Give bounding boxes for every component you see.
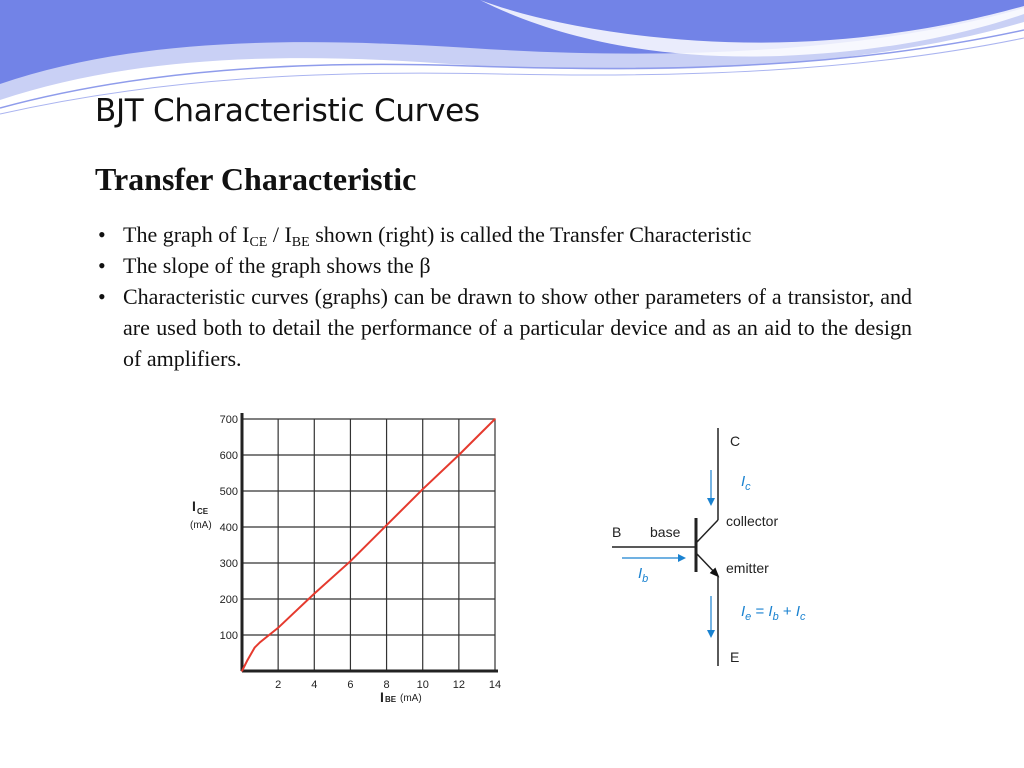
base-label: base [650,524,681,540]
y-axis-label [190,498,212,531]
x-tick-label: 4 [311,679,318,691]
y-tick-label: 300 [219,558,238,570]
transfer-curve-point [386,524,388,526]
terminal-b-label: B [612,524,622,540]
y-tick-label: 100 [219,630,238,642]
bjt-diagram-svg [600,420,840,680]
x-axis-label-sub: BE [385,695,397,704]
transfer-curve-point [259,641,261,643]
bullet-subscript: BE [291,235,310,250]
bullet-subscript: CE [249,235,268,250]
x-tick-label: 2 [275,679,282,691]
slide-title: BJT Characteristic Curves [95,93,480,129]
ie-label: $I_e = I_b + I_c$ [741,603,806,623]
x-tick-label: 10 [416,679,429,691]
bullet-text: The slope of the graph shows the β [123,253,431,278]
bullet-item [96,250,912,281]
bjt-diagram [600,420,840,685]
bullet-item [96,219,912,250]
transfer-curve-point [350,560,352,562]
transfer-curve-point [494,418,496,420]
transfer-curve-point [241,670,243,672]
y-tick-label: 200 [219,594,238,606]
y-axis-label-unit: (mA) [190,520,212,531]
transfer-curve-point [458,454,460,456]
y-tick-label: 700 [219,414,238,426]
x-axis-label [380,689,422,705]
y-axis-label-sub: CE [197,507,209,516]
transfer-curve-point [268,634,270,636]
bullet-item [96,281,912,374]
y-tick-label: 500 [219,486,238,498]
bullet-text-part: / I [267,222,292,247]
transfer-chart [180,405,510,715]
transfer-curve-point [247,659,249,661]
y-tick-label: 600 [219,450,238,462]
slide-subtitle: Transfer Characteristic [95,161,417,197]
x-tick-label: 14 [488,679,502,691]
emitter-label: emitter [726,560,769,576]
terminal-c-label: C [730,433,741,449]
chart-svg [180,405,510,710]
chart-series [241,418,496,672]
transfer-curve-point [422,488,424,490]
emitter-diagonal [697,554,718,576]
bullet-text-part: shown (right) is called the Transfer Characteristic [309,222,752,247]
y-tick-label: 400 [219,522,238,534]
y-axis-label-main: I [192,498,196,514]
ic-label: $I_c$ [741,473,751,493]
terminal-e-label: E [730,649,740,665]
ib-label: $I_b$ [638,565,649,585]
x-axis-label-unit: (mA) [400,693,422,704]
transfer-curve-point [313,593,315,595]
transfer-curve-point [277,627,279,629]
x-axis-label-main: I [380,689,384,705]
bullet-text-part: The graph of I [123,222,250,247]
collector-diagonal [697,520,718,542]
collector-label: collector [726,513,779,529]
x-tick-label: 12 [452,679,465,691]
bullet-list [96,219,912,374]
transfer-curve-line [242,419,495,671]
x-tick-label: 8 [383,679,390,691]
x-tick-label: 6 [347,679,354,691]
transfer-curve-point [254,647,256,649]
bullet-text: Characteristic curves (graphs) can be drawn to show other parameters of a transistor, and are used both to detail the performance of a particular device and as an aid to the design of amplifiers. [123,284,912,371]
